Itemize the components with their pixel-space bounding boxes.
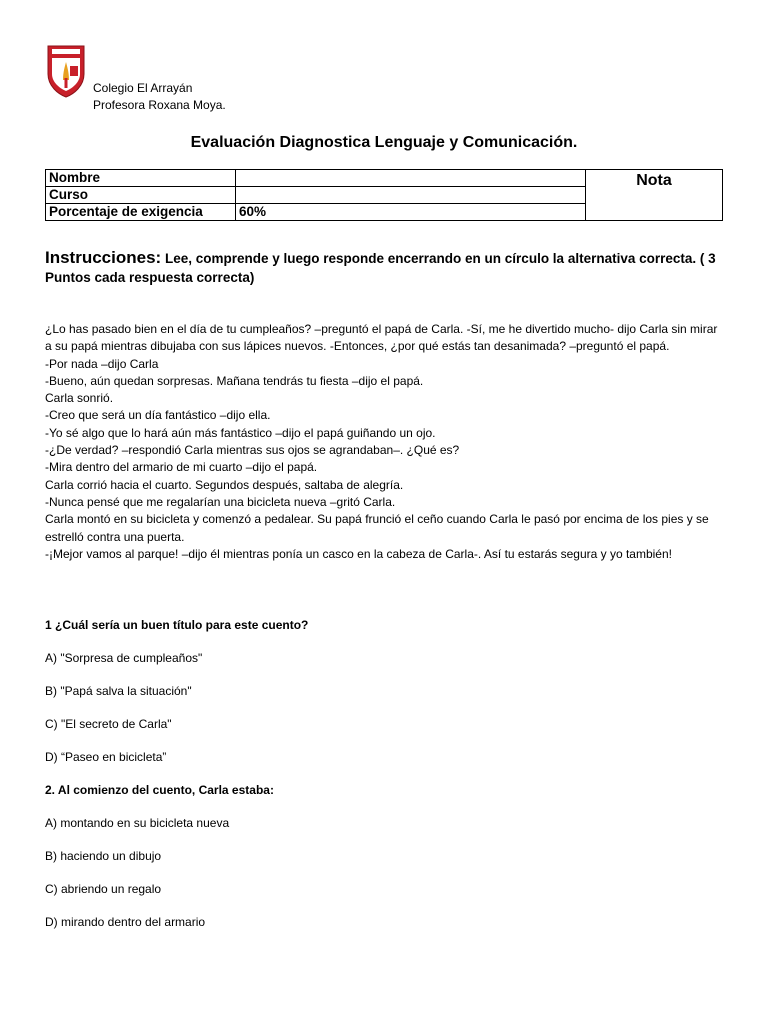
story-paragraph: -¿De verdad? –respondió Carla mientras sus ojos se agrandaban–. ¿Qué es? <box>45 443 460 458</box>
school-crest-logo <box>46 44 86 98</box>
story-paragraph: -Mira dentro del armario de mi cuarto –dijo el papá. <box>45 460 318 475</box>
story-paragraph: ¿Lo has pasado bien en el día de tu cumpleaños? –preguntó el papá de Carla. -Sí, me he divertido mucho- dijo Carla sin mirar a su papá mientras dibujaba con sus lápices nuevos. -Entonces, ¿por qué estás tan desanimada? –preguntó el papá. <box>45 322 718 354</box>
row-label-name: Nombre <box>46 170 236 187</box>
row-label-course: Curso <box>46 187 236 204</box>
question-2-option-d[interactable]: D) mirando dentro del armario <box>45 915 206 929</box>
student-info-table <box>45 169 723 221</box>
story-paragraph: Carla corrió hacia el cuarto. Segundos después, saltaba de alegría. <box>45 477 404 492</box>
question-2-option-b[interactable]: B) haciendo un dibujo <box>45 849 162 863</box>
story-paragraph: Carla sonrió. <box>45 391 114 406</box>
teacher-name: Profesora Roxana Moya. <box>93 98 226 112</box>
story-paragraph: -Bueno, aún quedan sorpresas. Mañana tendrás tu fiesta –dijo el papá. <box>45 373 424 388</box>
question-1-option-b[interactable]: B) "Papá salva la situación" <box>45 684 192 698</box>
story-paragraph: -Yo sé algo que lo hará aún más fantástico –dijo el papá guiñando un ojo. <box>45 425 436 440</box>
story-paragraph: -¡Mejor vamos al parque! –dijo él mientras ponía un casco en la cabeza de Carla-. Así tu estarás segura y yo también! <box>45 546 672 561</box>
school-header <box>93 80 226 114</box>
school-name: Colegio El Arrayán <box>93 81 193 95</box>
question-2-option-a[interactable]: A) montando en su bicicleta nueva <box>45 816 230 830</box>
story-paragraph: -Nunca pensé que me regalarían una bicicleta nueva –gritó Carla. <box>45 494 396 509</box>
question-1-option-a[interactable]: A) "Sorpresa de cumpleaños" <box>45 651 203 665</box>
story-paragraph: Carla montó en su bicicleta y comenzó a pedalear. Su papá frunció el ceño cuando Carla le pasó por encima de los pies y se estrelló contra una puerta. <box>45 512 709 544</box>
story-paragraph: -Creo que será un día fantástico –dijo ella. <box>45 408 271 423</box>
question-1-prompt: 1 ¿Cuál sería un buen título para este cuento? <box>45 618 309 632</box>
document-title: Evaluación Diagnostica Lenguaje y Comunicación. <box>190 134 578 151</box>
instructions <box>45 248 725 287</box>
instructions-text: Lee, comprende y luego responde encerrando en un círculo la alternativa correcta. ( 3 Puntos cada respuesta correcta) <box>45 251 716 285</box>
grade-cell: Nota <box>586 170 723 221</box>
name-field[interactable] <box>236 170 586 187</box>
question-1-option-c[interactable]: C) "El secreto de Carla" <box>45 717 172 731</box>
story-paragraph: -Por nada –dijo Carla <box>45 356 159 371</box>
question-1-option-d[interactable]: D) “Paseo en bicicleta” <box>45 750 167 764</box>
course-field[interactable] <box>236 187 586 204</box>
instructions-lead: Instrucciones: <box>45 248 162 267</box>
question-2-option-c[interactable]: C) abriendo un regalo <box>45 882 162 896</box>
requirement-value: 60% <box>236 204 586 221</box>
row-label-requirement: Porcentaje de exigencia <box>46 204 236 221</box>
table-row <box>46 170 723 187</box>
story-text <box>45 321 725 563</box>
question-2-prompt: 2. Al comienzo del cuento, Carla estaba: <box>45 783 274 797</box>
